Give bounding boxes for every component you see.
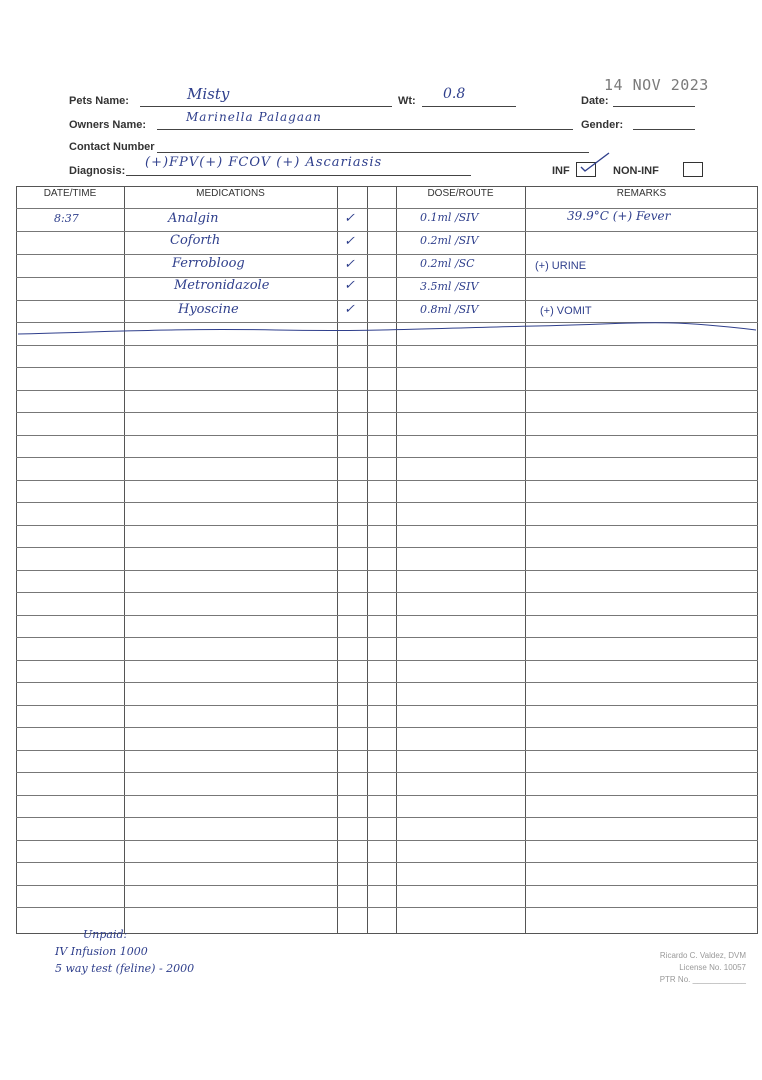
vet-license: License No. 10057: [679, 963, 746, 972]
row-line: [16, 727, 758, 728]
row-line: [16, 862, 758, 863]
notes-title: Unpaid:: [83, 928, 128, 941]
gender-line: [633, 129, 695, 130]
column-divider: [124, 186, 125, 934]
row-medication: Coforth: [170, 233, 221, 248]
row-line: [16, 885, 758, 886]
hand-drawn-divider: [16, 318, 762, 342]
row-line: [16, 525, 758, 526]
pets-name-value: Misty: [187, 85, 230, 103]
pets-name-line: [140, 106, 392, 107]
row-dose: 0.2ml /SIV: [420, 234, 479, 247]
row-medication: Metronidazole: [174, 278, 270, 293]
row-line: [16, 480, 758, 481]
row-line: [16, 817, 758, 818]
header-dose-route: DOSE/ROUTE: [427, 188, 494, 199]
row-line: [16, 300, 758, 301]
row-line: [16, 412, 758, 413]
inf-label: INF: [552, 165, 570, 177]
veterinarian-signature-block: [610, 950, 746, 986]
vet-name: Ricardo C. Valdez, DVM: [659, 951, 746, 960]
row-remarks: 39.9°C (+) Fever: [567, 209, 671, 223]
header-remarks: REMARKS: [616, 188, 667, 199]
row-line: [16, 750, 758, 751]
weight-label: Wt:: [398, 95, 416, 107]
column-divider: [525, 186, 526, 934]
column-divider: [367, 186, 368, 934]
row-medication: Ferrobloog: [172, 256, 245, 271]
diagnosis-line: [126, 175, 471, 176]
header-datetime: DATE/TIME: [43, 188, 97, 199]
row-line: [16, 637, 758, 638]
row-dose: 3.5ml /SIV: [420, 280, 479, 293]
row-line: [16, 547, 758, 548]
treatment-table: [16, 186, 758, 934]
unpaid-notes: [55, 926, 194, 977]
weight-line: [422, 106, 516, 107]
row-line: [16, 457, 758, 458]
row-line: [16, 502, 758, 503]
row-line: [16, 772, 758, 773]
row-line: [16, 231, 758, 232]
noninf-label: NON-INF: [613, 165, 659, 177]
row-remarks: (+) URINE: [535, 260, 587, 272]
date-label: Date:: [581, 95, 609, 107]
row-line: [16, 795, 758, 796]
weight-value: 0.8: [443, 86, 466, 102]
contact-number-label: Contact Number: [69, 141, 155, 153]
row-line: [16, 660, 758, 661]
header-medications: MEDICATIONS: [196, 188, 265, 199]
row-medication: Hyoscine: [178, 302, 239, 317]
pets-name-label: Pets Name:: [69, 95, 129, 107]
row-line: [16, 592, 758, 593]
vet-ptr-label: PTR No.: [659, 975, 691, 984]
row-line: [16, 615, 758, 616]
checkmark-icon: [579, 151, 613, 175]
row-medication: Analgin: [168, 211, 219, 226]
row-line: [16, 907, 758, 908]
owners-name-label: Owners Name:: [69, 119, 147, 131]
row-line: [16, 682, 758, 683]
notes-line: IV Infusion 1000: [55, 945, 148, 958]
contact-number-line: [157, 152, 589, 153]
owners-name-value: Marinella Palagaan: [186, 110, 322, 124]
notes-line: 5 way test (feline) - 2000: [55, 962, 195, 975]
diagnosis-label: Diagnosis:: [69, 165, 126, 177]
row-line: [16, 705, 758, 706]
date-line: [613, 106, 695, 107]
row-line: [16, 840, 758, 841]
column-divider: [337, 186, 338, 934]
row-dose: 0.8ml /SIV: [420, 303, 479, 316]
row-dose: 0.2ml /SC: [420, 257, 475, 270]
owners-name-line: [157, 129, 573, 130]
row-line: [16, 570, 758, 571]
row-line: [16, 390, 758, 391]
row-check: ✓: [344, 257, 355, 272]
row-check: ✓: [344, 278, 355, 293]
row-line: [16, 345, 758, 346]
diagnosis-value: (+)FPV(+) FCOV (+) Ascariasis: [145, 155, 383, 170]
row-dose: 0.1ml /SIV: [420, 211, 479, 224]
date-stamp: 14 NOV 2023: [604, 76, 709, 94]
noninf-checkbox[interactable]: [683, 162, 703, 177]
row-remarks: (+) VOMIT: [540, 305, 592, 317]
gender-label: Gender:: [581, 119, 624, 131]
row-line: [16, 254, 758, 255]
row-check: ✓: [344, 211, 355, 226]
row-line: [16, 435, 758, 436]
row-check: ✓: [344, 234, 355, 249]
inf-checkbox[interactable]: [576, 162, 596, 177]
column-divider: [396, 186, 397, 934]
row-line: [16, 367, 758, 368]
vet-ptr: PTR No. ____________: [659, 975, 746, 984]
row-line: [16, 277, 758, 278]
row-time: 8:37: [54, 212, 79, 225]
row-check: ✓: [344, 302, 355, 317]
